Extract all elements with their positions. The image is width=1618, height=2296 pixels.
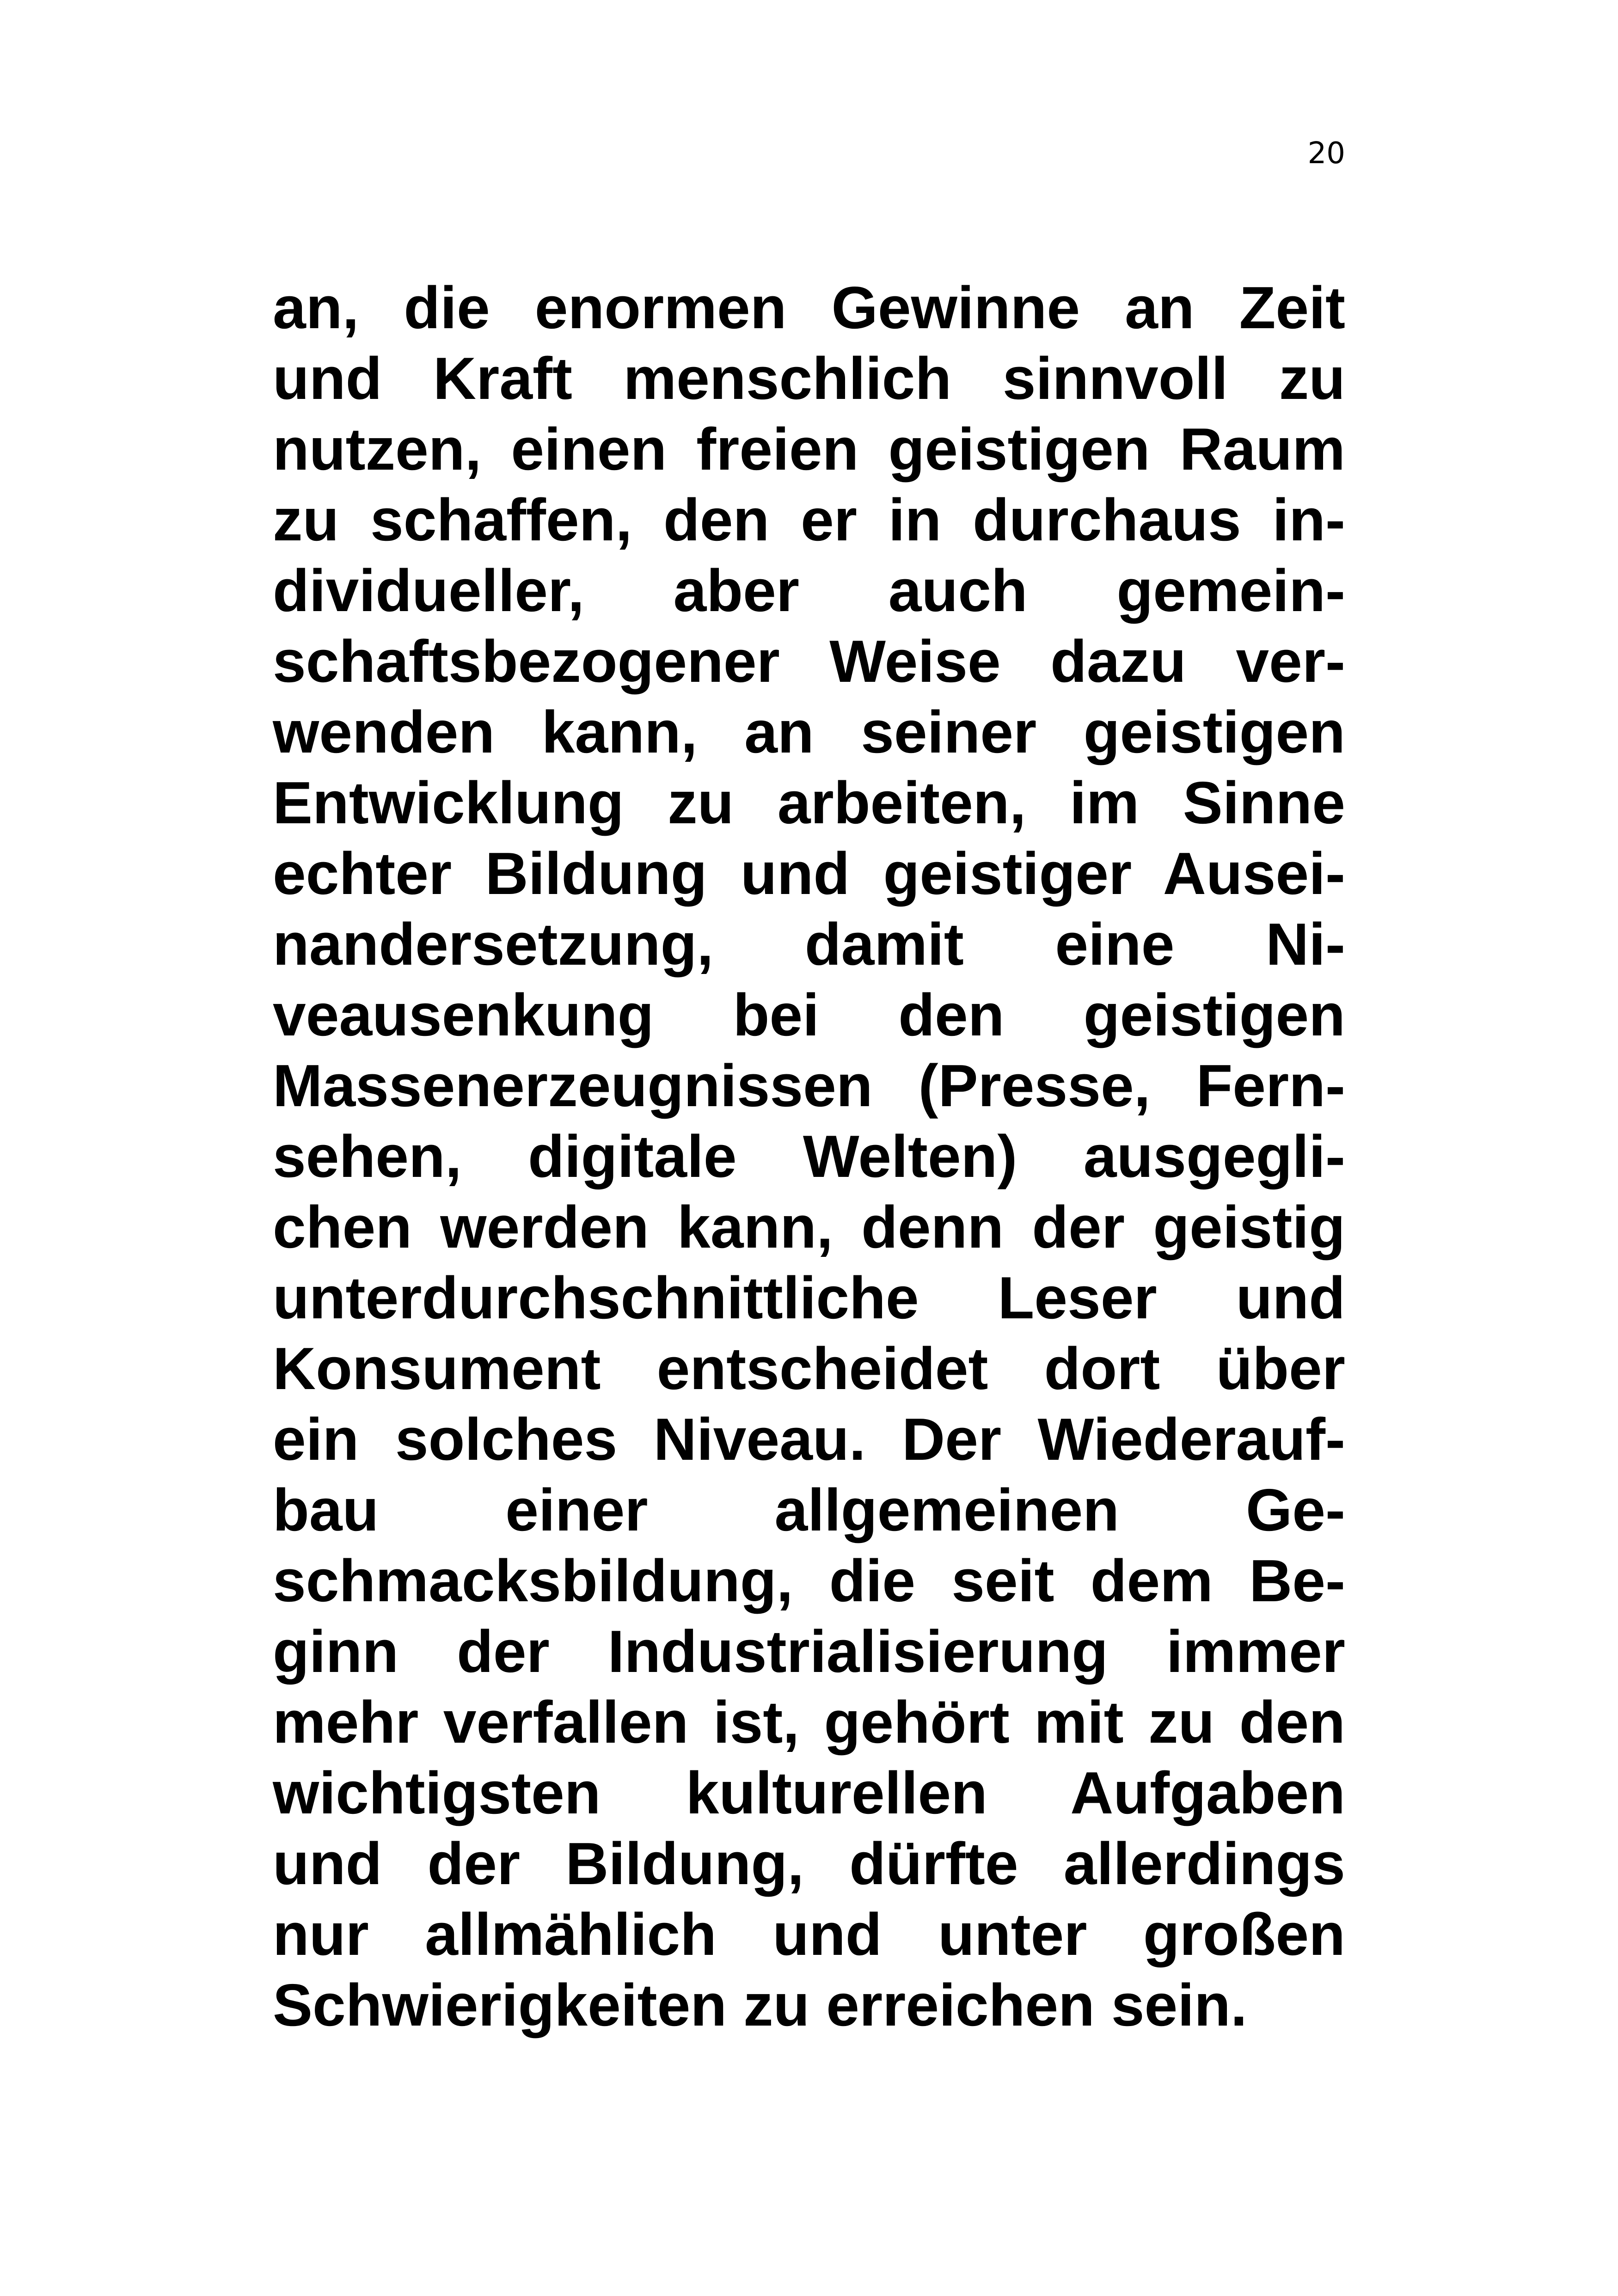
text-line: ein solches Niveau. Der Wiederauf- [273,1406,1345,1473]
text-line: zu schaffen, den er in durchaus in- [273,487,1345,553]
page-number: 20 [1307,136,1345,171]
text-line: chen werden kann, denn der geistig [273,1194,1345,1261]
text-line: sehen, digitale Welten) ausgegli- [273,1123,1345,1190]
text-line: Massenerzeugnissen (Presse, Fern- [273,1053,1345,1119]
text-line: dividueller, aber auch gemein- [273,557,1345,624]
text-line: und der Bildung, dürfte allerdings [273,1831,1345,1897]
text-line: wichtigsten kulturellen Aufgaben [273,1760,1345,1826]
text-line: und Kraft menschlich sinnvoll zu [273,345,1345,412]
text-line: wenden kann, an seiner geistigen [273,699,1345,765]
text-line: nutzen, einen freien geistigen Raum [273,416,1345,483]
text-line: Schwierigkeiten zu erreichen sein. [273,1972,1247,2039]
text-line: Konsument entscheidet dort über [273,1335,1345,1402]
text-line: mehr verfallen ist, gehört mit zu den [273,1689,1345,1756]
text-line: schaftsbezogener Weise dazu ver- [273,628,1345,695]
text-line: an, die enormen Gewinne an Zeit [273,275,1345,341]
text-line: schmacksbildung, die seit dem Be- [273,1548,1345,1614]
text-line: Entwicklung zu arbeiten, im Sinne [273,770,1345,836]
text-line: bau einer allgemeinen Ge- [273,1477,1345,1543]
text-line: veausenkung bei den geistigen [273,982,1345,1048]
text-line: echter Bildung und geistiger Ausei- [273,840,1345,907]
text-line: nur allmählich und unter großen [273,1901,1345,1968]
text-line: ginn der Industrialisierung immer [273,1618,1345,1685]
body-paragraph [273,273,1345,2041]
text-line: unterdurchschnittliche Leser und [273,1265,1345,1331]
text-line: nandersetzung, damit eine Ni- [273,911,1345,978]
